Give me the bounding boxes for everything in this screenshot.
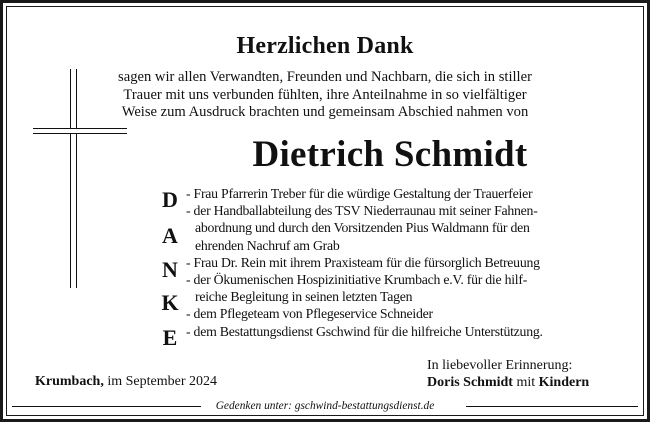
thanks-line: - dem Pflegeteam von Pflegeservice Schneider [186,306,433,322]
signoff-name: Kindern [538,375,590,390]
thanks-line: - der Handballabteilung des TSV Niederraunau mit seiner Fahnen- [186,203,538,219]
thanks-line: reiche Begleitung in seinen letzten Tagen [195,289,413,305]
intro-line: Weise zum Ausdruck brachten und gemeinsam Abschied nahmen von [121,104,529,120]
thanks-line: - Frau Pfarrerin Treber für die würdige Gestaltung der Trauerfeier [186,186,533,201]
signoff-intro: In liebevoller Erinnerung: [427,358,573,373]
signoff-names [427,374,589,391]
acrostic-letter: N [162,257,178,282]
thanks-line: - dem Bestattungsdienst Gschwind für die hilfreiche Unterstützung. [186,323,543,339]
deceased-name: Dietrich Schmidt [252,134,528,175]
thanks-list [186,185,543,340]
signoff-connector: mit [512,375,539,390]
footer [0,399,650,413]
acrostic-letter: A [162,223,178,248]
acrostic-letter: K [161,290,179,315]
acrostic-letter: D [162,187,178,212]
acrostic-letter: E [162,325,178,350]
place-date [35,373,217,390]
intro-line: sagen wir allen Verwandten, Freunden und Nachbarn, die sich in stiller [118,69,532,85]
cross-icon [70,69,77,288]
notice-heading: Herzlichen Dank [236,33,414,59]
place-city: Krumbach, [35,374,104,389]
thanks-line: abordnung und durch den Vorsitzenden Pius Waldmann für den [195,220,530,236]
intro-text [0,69,650,122]
intro-line: Trauer mit uns verbunden fühlten, ihre Anteilnahme in so vielfältiger [123,86,527,103]
footer-text: Gedenken unter: gschwind-bestattungsdienst.de [212,400,439,412]
signoff-name: Doris Schmidt [427,375,513,390]
thanks-line: ehrenden Nachruf am Grab [195,237,340,253]
thanks-line: - der Ökumenischen Hospizinitiative Krumbach e.V. für die hilf- [186,272,528,288]
place-date-text: im September 2024 [103,374,217,389]
thanks-line: - Frau Dr. Rein mit ihrem Praxisteam für die fürsorglich Betreuung [186,254,540,270]
signoff [427,357,589,391]
